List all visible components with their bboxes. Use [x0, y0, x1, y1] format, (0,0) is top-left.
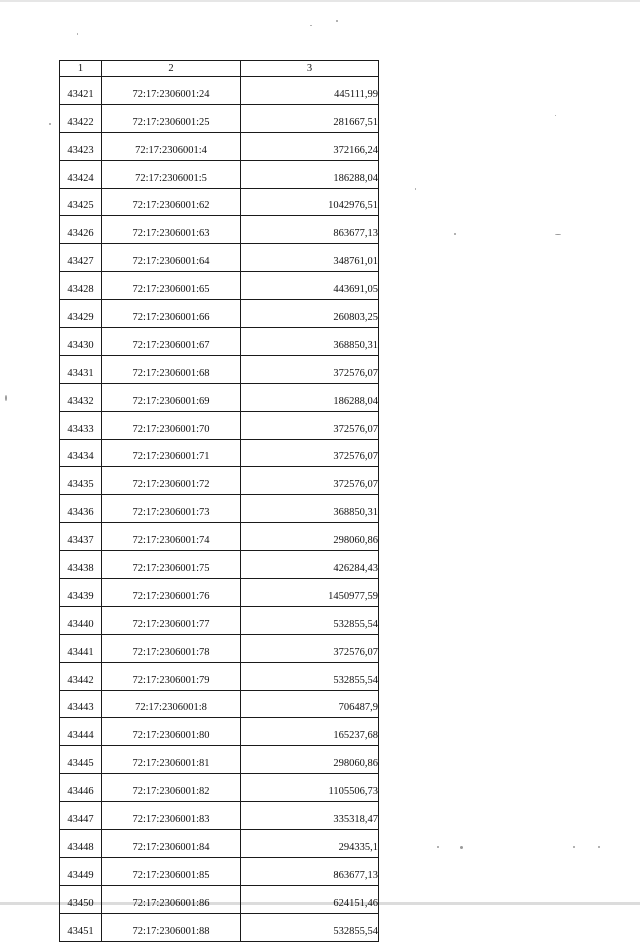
scan-speck [598, 846, 600, 848]
table-row [60, 551, 379, 579]
table-row [60, 244, 379, 272]
cadastral-number-cell: 72:17:2306001:8 [102, 690, 241, 718]
cadastral-number-cell: 72:17:2306001:78 [102, 634, 241, 662]
cadastral-number-cell: 72:17:2306001:77 [102, 606, 241, 634]
table-row [60, 383, 379, 411]
cadastral-value-cell: 294335,1 [241, 830, 379, 858]
cadastral-value-cell: 298060,86 [241, 746, 379, 774]
cadastral-number-cell: 72:17:2306001:85 [102, 857, 241, 885]
table-row [60, 300, 379, 328]
cadastral-number-cell: 72:17:2306001:67 [102, 328, 241, 356]
row-number-cell: 43451 [60, 913, 102, 941]
cadastral-number-cell: 72:17:2306001:64 [102, 244, 241, 272]
cadastral-value-cell: 348761,01 [241, 244, 379, 272]
cadastral-value-cell: 372576,07 [241, 355, 379, 383]
cadastral-number-cell: 72:17:2306001:73 [102, 495, 241, 523]
row-number-cell: 43438 [60, 551, 102, 579]
cadastral-value-cell: 372576,07 [241, 439, 379, 467]
cadastral-value-cell: 372576,07 [241, 467, 379, 495]
row-number-cell: 43439 [60, 579, 102, 607]
row-number-cell: 43449 [60, 857, 102, 885]
table-row [60, 328, 379, 356]
row-number-cell: 43430 [60, 328, 102, 356]
cadastral-value-cell: 706487,9 [241, 690, 379, 718]
row-number-cell: 43426 [60, 216, 102, 244]
cadastral-value-cell: 532855,54 [241, 662, 379, 690]
scan-speck [555, 115, 556, 116]
table-row [60, 662, 379, 690]
scan-speck [573, 846, 575, 848]
row-number-cell: 43444 [60, 718, 102, 746]
row-number-cell: 43437 [60, 523, 102, 551]
cadastral-number-cell: 72:17:2306001:24 [102, 77, 241, 105]
cadastral-value-cell: 1105506,73 [241, 774, 379, 802]
table-row [60, 188, 379, 216]
table-row [60, 746, 379, 774]
scan-speck [454, 233, 456, 235]
row-number-cell: 43434 [60, 439, 102, 467]
cadastral-number-cell: 72:17:2306001:62 [102, 188, 241, 216]
table-row [60, 913, 379, 941]
row-number-cell: 43440 [60, 606, 102, 634]
row-number-cell: 43445 [60, 746, 102, 774]
cadastral-number-cell: 72:17:2306001:86 [102, 885, 241, 913]
cadastral-value-cell: 863677,13 [241, 216, 379, 244]
cadastral-value-cell: 186288,04 [241, 160, 379, 188]
cadastral-number-cell: 72:17:2306001:70 [102, 411, 241, 439]
table-row [60, 411, 379, 439]
cadastral-value-cell: 1042976,51 [241, 188, 379, 216]
table-header-row [60, 61, 379, 77]
row-number-cell: 43431 [60, 355, 102, 383]
cadastral-number-cell: 72:17:2306001:72 [102, 467, 241, 495]
table-row [60, 885, 379, 913]
cadastral-number-cell: 72:17:2306001:84 [102, 830, 241, 858]
scan-speck [460, 846, 463, 849]
cadastral-value-cell: 335318,47 [241, 802, 379, 830]
cadastral-value-cell: 298060,86 [241, 523, 379, 551]
row-number-cell: 43427 [60, 244, 102, 272]
cadastral-number-cell: 72:17:2306001:81 [102, 746, 241, 774]
table-row [60, 718, 379, 746]
table-row [60, 857, 379, 885]
scan-speck [5, 395, 7, 401]
cadastral-number-cell: 72:17:2306001:83 [102, 802, 241, 830]
cadastral-number-cell: 72:17:2306001:66 [102, 300, 241, 328]
cadastral-value-cell: 443691,05 [241, 272, 379, 300]
column-header: 3 [241, 61, 379, 77]
table-row [60, 690, 379, 718]
table-row [60, 216, 379, 244]
row-number-cell: 43447 [60, 802, 102, 830]
table-row [60, 579, 379, 607]
cadastral-number-cell: 72:17:2306001:25 [102, 104, 241, 132]
table-row [60, 606, 379, 634]
scan-speck [555, 234, 561, 235]
table-row [60, 77, 379, 105]
cadastral-number-cell: 72:17:2306001:5 [102, 160, 241, 188]
cadastral-number-cell: 72:17:2306001:4 [102, 132, 241, 160]
cadastral-value-cell: 368850,31 [241, 328, 379, 356]
table-row [60, 523, 379, 551]
table-row [60, 495, 379, 523]
cadastral-value-cell: 281667,51 [241, 104, 379, 132]
row-number-cell: 43443 [60, 690, 102, 718]
column-header: 2 [102, 61, 241, 77]
table-row [60, 132, 379, 160]
cadastral-number-cell: 72:17:2306001:75 [102, 551, 241, 579]
table-row [60, 104, 379, 132]
scan-speck [415, 188, 416, 190]
cadastral-value-cell: 260803,25 [241, 300, 379, 328]
cadastral-value-cell: 532855,54 [241, 913, 379, 941]
cadastral-value-cell: 372576,07 [241, 411, 379, 439]
cadastral-value-cell: 368850,31 [241, 495, 379, 523]
cadastral-value-cell: 445111,99 [241, 77, 379, 105]
cadastral-value-cell: 426284,43 [241, 551, 379, 579]
row-number-cell: 43429 [60, 300, 102, 328]
row-number-cell: 43448 [60, 830, 102, 858]
cadastral-number-cell: 72:17:2306001:69 [102, 383, 241, 411]
scan-speck [77, 33, 78, 35]
table-row [60, 160, 379, 188]
cadastral-number-cell: 72:17:2306001:80 [102, 718, 241, 746]
cadastral-number-cell: 72:17:2306001:68 [102, 355, 241, 383]
table-row [60, 355, 379, 383]
scan-speck [310, 25, 312, 26]
table-row [60, 774, 379, 802]
row-number-cell: 43446 [60, 774, 102, 802]
table-row [60, 439, 379, 467]
row-number-cell: 43433 [60, 411, 102, 439]
cadastral-number-cell: 72:17:2306001:65 [102, 272, 241, 300]
cadastral-value-cell: 372576,07 [241, 634, 379, 662]
table-row [60, 802, 379, 830]
table-row [60, 272, 379, 300]
cadastral-value-cell: 863677,13 [241, 857, 379, 885]
cadastral-number-cell: 72:17:2306001:74 [102, 523, 241, 551]
cadastral-value-cell: 372166,24 [241, 132, 379, 160]
row-number-cell: 43424 [60, 160, 102, 188]
row-number-cell: 43432 [60, 383, 102, 411]
row-number-cell: 43428 [60, 272, 102, 300]
table-row [60, 634, 379, 662]
row-number-cell: 43436 [60, 495, 102, 523]
cadastral-number-cell: 72:17:2306001:88 [102, 913, 241, 941]
row-number-cell: 43435 [60, 467, 102, 495]
cadastral-number-cell: 72:17:2306001:76 [102, 579, 241, 607]
row-number-cell: 43423 [60, 132, 102, 160]
scan-edge-top [0, 0, 640, 2]
cadastral-value-cell: 165237,68 [241, 718, 379, 746]
row-number-cell: 43450 [60, 885, 102, 913]
cadastral-number-cell: 72:17:2306001:63 [102, 216, 241, 244]
cadastral-value-cell: 186288,04 [241, 383, 379, 411]
cadastral-value-cell: 1450977,59 [241, 579, 379, 607]
cadastral-value-cell: 532855,54 [241, 606, 379, 634]
scan-speck [49, 123, 51, 125]
scan-speck [437, 846, 439, 848]
row-number-cell: 43425 [60, 188, 102, 216]
row-number-cell: 43441 [60, 634, 102, 662]
cadastral-value-table [59, 60, 379, 942]
cadastral-number-cell: 72:17:2306001:82 [102, 774, 241, 802]
scan-speck [336, 20, 338, 22]
cadastral-number-cell: 72:17:2306001:71 [102, 439, 241, 467]
row-number-cell: 43421 [60, 77, 102, 105]
column-header: 1 [60, 61, 102, 77]
row-number-cell: 43442 [60, 662, 102, 690]
row-number-cell: 43422 [60, 104, 102, 132]
cadastral-value-cell: 624151,46 [241, 885, 379, 913]
cadastral-number-cell: 72:17:2306001:79 [102, 662, 241, 690]
table-row [60, 467, 379, 495]
table-row [60, 830, 379, 858]
